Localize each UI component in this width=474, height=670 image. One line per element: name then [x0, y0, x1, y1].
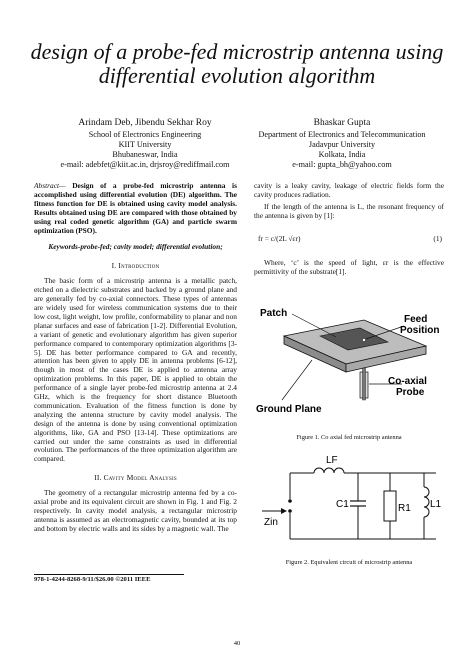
label-lf: LF — [326, 455, 338, 467]
equation-number: (1) — [433, 233, 442, 243]
section-heading-introduction: I. Introduction — [111, 261, 160, 271]
introduction-text: The basic form of a microstrip antenna is a metallic patch, etched on a dielectric substrates and backed by a ground plane and are generally fed by co-axial connectors. These types of antennas are widely used for wireless communication systems due to their low cost, light weight, low profile, conformability to planar and non planar surfaces and ease of fabrication [1-2]. Differential Evolution, a variant of genetic and evolutionary algorithm has given superior performance compared to contemporary optimization algorithms [3-5]. DE has better performance compared to GA and recently, attention has been given to apply DE in antenna problems [6-12], though in most of the cases DE is applied to antenna array optimization problems. In this paper, DE is applied to obtain the performance of a single layer probe-fed microstrip antenna at 2.4 GHz, which is the frequency for short distance Bluetooth communication. Evaluation of the fitness function is done by analyzing the antenna structure by cavity model analysis. The design of the antenna is done by using conventional optimization algorithms, like, GA and PSO [13-14]. These optimizations are carried out under the same constraints as used in differential evolution. The performances of the three optimization algorithm are compared. — [34, 276, 237, 464]
label-c1: C1 — [336, 499, 349, 511]
author-block-left — [60, 117, 230, 170]
author-email: e-mail: gupta_bh@yahoo.com — [292, 160, 392, 169]
author-names: Bhaskar Gupta — [313, 118, 371, 128]
equation-explanation: Where, ‘c’ is the speed of light, εr is the effective permittivity of the substrate[1]. — [254, 257, 444, 276]
footnote-divider — [34, 574, 184, 575]
section-heading-cavity-model: II. Cavity Model Analysis — [94, 473, 177, 483]
label-feed: Feed — [404, 314, 428, 326]
label-l1: L1 — [430, 499, 442, 511]
figure-2-caption: Figure 2. Equivalent circuit of microstrip antenna — [285, 559, 413, 567]
label-ground-plane: Ground Plane — [256, 404, 322, 416]
figure-1-drawing — [254, 288, 444, 428]
cavity-model-text: The geometry of a rectangular microstrip antenna fed by a co-axial probe and its equivalent circuit are shown in Fig. 1 and Fig. 2 respectively. In cavity model analysis, a rectangular microstrip antenna is assumed as an electromagnetic cavity, bounded at its top and bottom by electric walls and its sides by a magnetic wall. The — [34, 488, 237, 533]
figure-1-caption: Figure 1. Co axial fed microstrip antenna — [296, 434, 402, 442]
author-block-right — [252, 117, 432, 170]
equation-1 — [254, 233, 444, 249]
paper-title: design of a probe-fed microstrip antenna using differential evolution algorithm — [30, 39, 444, 88]
abstract — [34, 182, 237, 235]
label-position: Position — [400, 325, 440, 337]
left-column — [34, 182, 237, 534]
figure-1 — [254, 288, 444, 443]
author-location: Bhubaneswar, India — [112, 150, 178, 159]
label-probe: Probe — [396, 387, 425, 399]
label-r1: R1 — [398, 503, 411, 515]
right-column — [254, 182, 444, 568]
author-affiliation: Department of Electronics and Telecommunication — [258, 130, 426, 139]
author-names: Arindam Deb, Jibendu Sekhar Roy — [78, 118, 212, 128]
cavity-continuation: cavity is a leaky cavity, leakage of electric fields form the cavity produces radiation. — [254, 181, 444, 199]
author-affiliation: School of Electronics Engineering — [88, 130, 202, 139]
label-patch: Patch — [260, 308, 288, 320]
author-university: Jadavpur University — [308, 140, 376, 149]
copyright-footnote: 978-1-4244-8268-9/11/$26.00 ©2011 IEEE — [34, 576, 151, 583]
keywords: Keywords-probe-fed; cavity model; differential evolution; — [48, 242, 223, 252]
figure-2 — [254, 453, 444, 568]
equation-body: fr = c/(2L √εr) — [258, 233, 301, 243]
author-university: KIIT University — [118, 140, 172, 149]
label-coaxial: Co-axial — [388, 376, 427, 388]
label-zin: Zin — [264, 517, 278, 529]
resonant-frequency-text: If the length of the antenna is L, the resonant frequency of the antenna is given by [1]: — [254, 201, 444, 220]
figure-2-drawing — [254, 453, 444, 553]
abstract-lead: Abstract— — [34, 181, 66, 190]
abstract-text: Design of a probe-fed microstrip antenna is accomplished using differential evolution (DE) algorithm. The fitness function for DE is obtained using cavity model analysis. Results obtained using DE are compared with those obtained by using real coded genetic algorithm (GA) and particle swarm optimization (PSO). — [34, 181, 237, 235]
page-number: 40 — [233, 640, 241, 647]
author-location: Kolkata, India — [318, 150, 366, 159]
author-email: e-mail: adebfet@kiit.ac.in, drjsroy@rediffmail.com — [60, 160, 230, 169]
